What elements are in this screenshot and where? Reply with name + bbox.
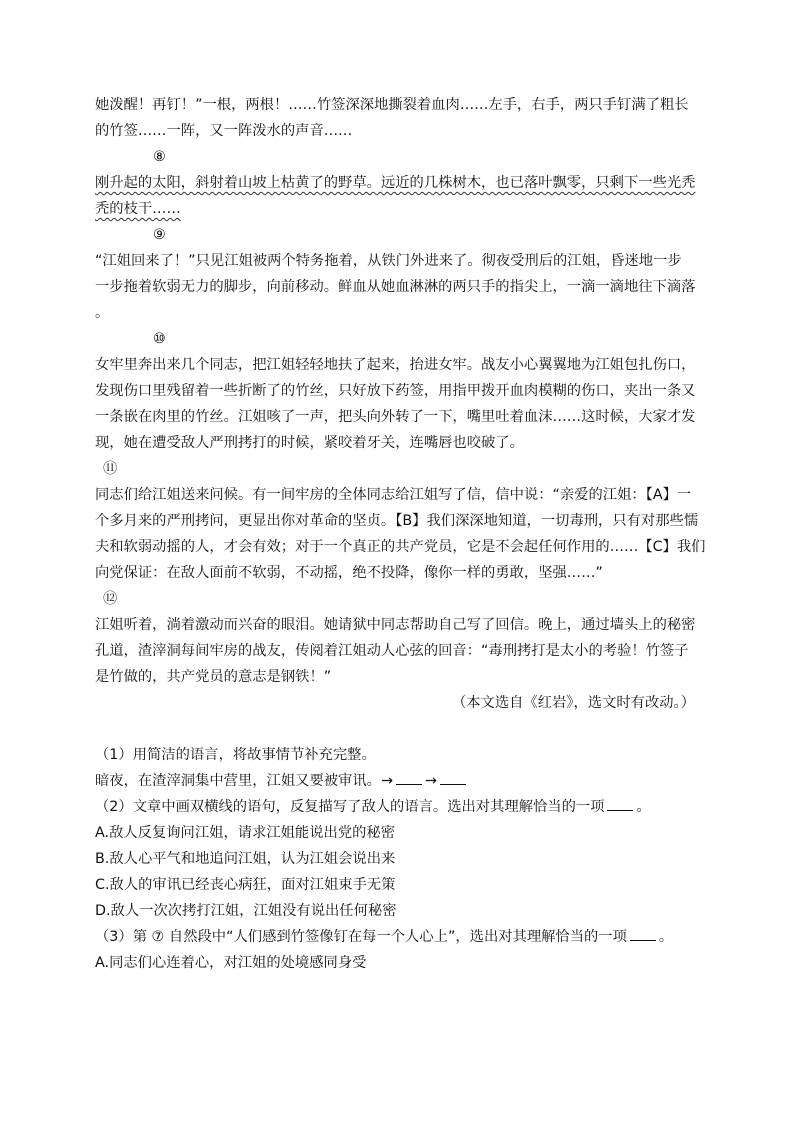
question-1: （1）用简洁的语言，将故事情节补充完整。 <box>95 747 376 763</box>
paragraph-number: ⑧ <box>153 149 166 165</box>
arrow-icon: → <box>424 773 437 789</box>
paragraph-number: ⑩ <box>153 331 166 347</box>
wavy-underlined-sentence: 刚升起的太阳，斜射着山坡上枯黄了的野草。远近的几株树木，也已落叶飘零，只剩下一些光秃 <box>95 175 696 191</box>
paragraph-number: ⑨ <box>153 227 166 243</box>
option-a: A.敌人反复询问江姐，请求江姐能说出党的秘密 <box>95 825 396 841</box>
option-c: C.敌人的审讯已经丧心病狂，面对江姐束手无策 <box>95 877 396 893</box>
option-a: A.同志们心连着心，对江姐的处境感同身受 <box>95 955 367 971</box>
story-line: 发现伤口里残留着一些折断了的竹丝，只好放下药签，用指甲拨开血肉模糊的伤口，夹出一条又 <box>95 383 696 399</box>
wavy-underlined-sentence: 秃的枝干…… <box>95 201 181 217</box>
option-b: B.敌人心平气和地追问江姐，认为江姐会说出来 <box>95 851 396 867</box>
story-line: 同志们给江姐送来问候。有一间牢房的全体同志给江姐写了信，信中说：“亲爱的江姐：【A】一 <box>95 487 692 503</box>
story-line: 女牢里奔出来几个同志，把江姐轻轻地扶了起来，抬进女牢。战友小心翼翼地为江姐包扎伤口， <box>95 357 696 373</box>
story-line: 一条嵌在肉里的竹丝。江姐咳了一声，把头向外转了一下，嘴里吐着血沫……这时候，大家才发 <box>95 409 696 425</box>
story-line: 是竹做的，共产党员的意志是钢铁！” <box>95 669 332 685</box>
story-line: 现，她在遭受敌人严刑拷打的时候，紧咬着牙关，连嘴唇也咬破了。 <box>95 435 524 451</box>
answer-blank[interactable] <box>607 796 633 811</box>
question-1-prompt: 暗夜，在渣滓洞集中营里，江姐又要被审讯。→ → <box>95 768 695 794</box>
story-line: 她泼醒！再钉！”一根，两根！……竹签深深地撕裂着血肉……左手，右手，两只手钉满了粗长 <box>95 97 689 113</box>
answer-blank[interactable] <box>396 770 422 785</box>
story-line: 江姐听着，淌着激动而兴奋的眼泪。她请狱中同志帮助自己写了回信。晚上，通过墙头上的秘密 <box>95 617 696 633</box>
answer-blank[interactable] <box>440 770 466 785</box>
story-line: “江姐回来了！”只见江姐被两个特务拖着，从铁门外进来了。彻夜受刑后的江姐，昏迷地一步 <box>95 253 682 269</box>
paragraph-number: ⑪ <box>103 461 118 477</box>
question-2: （2）文章中画双横线的语句，反复描写了敌人的语言。选出对其理解恰当的一项 。 <box>95 794 695 820</box>
option-d: D.敌人一次次拷打江姐，江姐没有说出任何秘密 <box>95 903 397 919</box>
source-note: （本文选自《红岩》，选文时有改动。） <box>451 695 695 711</box>
story-line: 孔道，渣滓洞每间牢房的战友，传阅着江姐动人心弦的回音：“毒刑拷打是太小的考验！竹签子 <box>95 643 689 659</box>
document-page <box>95 92 706 976</box>
story-line: 的竹签……一阵，又一阵泼水的声音…… <box>95 123 353 139</box>
story-line: 一步拖着软弱无力的脚步，向前移动。鲜血从她血淋淋的两只手的指尖上，一滴一滴地往下滴落 <box>95 279 696 295</box>
story-line: 个多月来的严刑拷问，更显出你对革命的坚贞。【B】我们深深地知道，一切毒刑，只有对那些懦 <box>95 513 699 529</box>
paragraph-number: ⑫ <box>103 591 118 607</box>
story-line: 。 <box>95 305 110 321</box>
story-line: 夫和软弱动摇的人，才会有效；对于一个真正的共产党员，它是不会起任何作用的……【C】我们 <box>95 539 706 555</box>
story-line: 向党保证：在敌人面前不软弱，不动摇，绝不投降，像你一样的勇敢，坚强……” <box>95 565 603 581</box>
question-3: （3）第 ⑦ 自然段中“人们感到竹签像钉在每一个人心上”，选出对其理解恰当的一项 。 <box>95 924 695 950</box>
arrow-icon: → <box>380 773 393 789</box>
answer-blank[interactable] <box>630 926 656 941</box>
